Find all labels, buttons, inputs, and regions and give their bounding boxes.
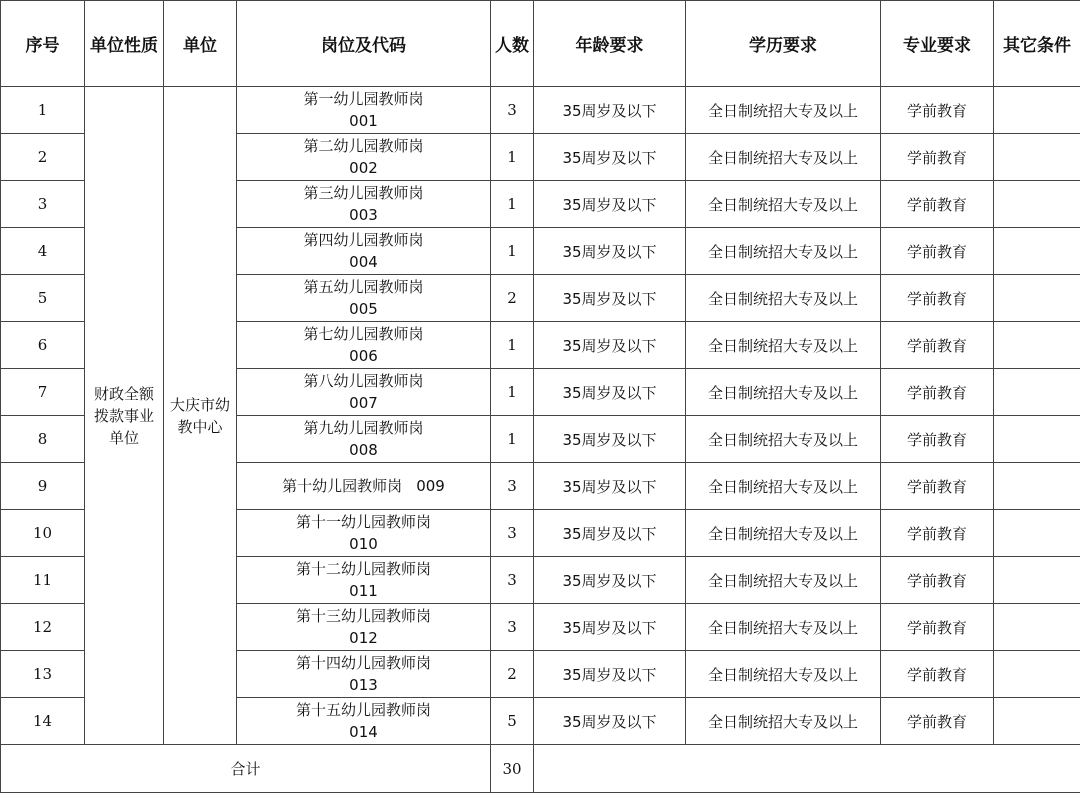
cell-education: 全日制统招大专及以上 [686, 228, 881, 275]
cell-position [237, 134, 491, 181]
total-row [1, 745, 1080, 793]
position-code: 003 [349, 206, 378, 224]
cell-age: 35周岁及以下 [534, 698, 686, 745]
position-name: 第四幼儿园教师岗 [303, 231, 424, 249]
cell-education: 全日制统招大专及以上 [686, 416, 881, 463]
cell-major: 学前教育 [881, 87, 994, 134]
cell-position [237, 557, 491, 604]
position-name: 第十一幼儿园教师岗 [295, 513, 431, 531]
total-count: 30 [491, 745, 534, 793]
cell-major: 学前教育 [881, 604, 994, 651]
cell-position [237, 698, 491, 745]
cell-other [994, 134, 1080, 181]
cell-seq: 11 [1, 557, 85, 604]
cell-seq: 12 [1, 604, 85, 651]
position-code: 005 [349, 300, 378, 318]
cell-count: 1 [491, 134, 534, 181]
position-name: 第三幼儿园教师岗 [303, 184, 424, 202]
cell-age: 35周岁及以下 [534, 557, 686, 604]
cell-seq: 1 [1, 87, 85, 134]
position-name: 第一幼儿园教师岗 [303, 90, 424, 108]
header-unit: 单位 [164, 1, 237, 87]
header-other: 其它条件 [994, 1, 1080, 87]
cell-major: 学前教育 [881, 275, 994, 322]
position-name: 第九幼儿园教师岗 [303, 419, 424, 437]
cell-education: 全日制统招大专及以上 [686, 369, 881, 416]
cell-age: 35周岁及以下 [534, 87, 686, 134]
total-empty [534, 745, 1080, 793]
header-seq: 序号 [1, 1, 85, 87]
cell-count: 3 [491, 557, 534, 604]
cell-count: 1 [491, 416, 534, 463]
cell-seq: 6 [1, 322, 85, 369]
cell-education: 全日制统招大专及以上 [686, 181, 881, 228]
cell-education: 全日制统招大专及以上 [686, 698, 881, 745]
position-name: 第二幼儿园教师岗 [303, 137, 424, 155]
cell-other [994, 181, 1080, 228]
cell-age: 35周岁及以下 [534, 134, 686, 181]
cell-position [237, 416, 491, 463]
cell-count: 1 [491, 181, 534, 228]
cell-unit: 大庆市幼教中心 [164, 87, 237, 745]
cell-age: 35周岁及以下 [534, 604, 686, 651]
position-name: 第十三幼儿园教师岗 [295, 607, 431, 625]
cell-other [994, 275, 1080, 322]
cell-major: 学前教育 [881, 557, 994, 604]
cell-other [994, 322, 1080, 369]
cell-age: 35周岁及以下 [534, 275, 686, 322]
cell-age: 35周岁及以下 [534, 228, 686, 275]
cell-other [994, 228, 1080, 275]
cell-other [994, 698, 1080, 745]
cell-count: 3 [491, 510, 534, 557]
position-name: 第十二幼儿园教师岗 [295, 560, 431, 578]
position-name: 第十幼儿园教师岗 [282, 477, 403, 495]
header-row [1, 1, 1080, 87]
position-name: 第五幼儿园教师岗 [303, 278, 424, 296]
cell-age: 35周岁及以下 [534, 510, 686, 557]
position-code: 001 [349, 112, 378, 130]
cell-age: 35周岁及以下 [534, 369, 686, 416]
table-body [1, 87, 1080, 745]
cell-count: 2 [491, 275, 534, 322]
position-code: 002 [349, 159, 378, 177]
cell-seq: 7 [1, 369, 85, 416]
header-unit-nature: 单位性质 [85, 1, 164, 87]
cell-seq: 3 [1, 181, 85, 228]
cell-position [237, 604, 491, 651]
cell-major: 学前教育 [881, 134, 994, 181]
header-education: 学历要求 [686, 1, 881, 87]
cell-other [994, 557, 1080, 604]
cell-count: 3 [491, 87, 534, 134]
cell-position [237, 87, 491, 134]
cell-seq: 4 [1, 228, 85, 275]
cell-major: 学前教育 [881, 651, 994, 698]
cell-other [994, 463, 1080, 510]
cell-age: 35周岁及以下 [534, 416, 686, 463]
cell-education: 全日制统招大专及以上 [686, 134, 881, 181]
cell-position [237, 369, 491, 416]
position-code: 014 [349, 723, 378, 741]
cell-education: 全日制统招大专及以上 [686, 604, 881, 651]
cell-other [994, 87, 1080, 134]
position-code: 008 [349, 441, 378, 459]
cell-position [237, 275, 491, 322]
cell-count: 1 [491, 322, 534, 369]
cell-major: 学前教育 [881, 228, 994, 275]
cell-education: 全日制统招大专及以上 [686, 557, 881, 604]
position-name: 第十四幼儿园教师岗 [295, 654, 431, 672]
cell-position [237, 510, 491, 557]
cell-major: 学前教育 [881, 416, 994, 463]
cell-other [994, 416, 1080, 463]
cell-seq: 10 [1, 510, 85, 557]
cell-major: 学前教育 [881, 510, 994, 557]
cell-major: 学前教育 [881, 181, 994, 228]
cell-age: 35周岁及以下 [534, 463, 686, 510]
cell-count: 3 [491, 604, 534, 651]
cell-unit-nature: 财政全额拨款事业单位 [85, 87, 164, 745]
position-name: 第十五幼儿园教师岗 [295, 701, 431, 719]
cell-position [237, 228, 491, 275]
cell-seq: 14 [1, 698, 85, 745]
cell-age: 35周岁及以下 [534, 322, 686, 369]
cell-count: 3 [491, 463, 534, 510]
cell-count: 2 [491, 651, 534, 698]
header-count: 人数 [491, 1, 534, 87]
position-code: 006 [349, 347, 378, 365]
cell-education: 全日制统招大专及以上 [686, 322, 881, 369]
cell-education: 全日制统招大专及以上 [686, 275, 881, 322]
header-position: 岗位及代码 [237, 1, 491, 87]
cell-education: 全日制统招大专及以上 [686, 463, 881, 510]
cell-position [237, 463, 491, 510]
cell-other [994, 651, 1080, 698]
cell-position [237, 322, 491, 369]
cell-seq: 5 [1, 275, 85, 322]
cell-seq: 13 [1, 651, 85, 698]
cell-seq: 2 [1, 134, 85, 181]
position-code: 012 [349, 629, 378, 647]
cell-age: 35周岁及以下 [534, 651, 686, 698]
cell-other [994, 369, 1080, 416]
total-label: 合计 [1, 745, 491, 793]
cell-major: 学前教育 [881, 369, 994, 416]
table-row [1, 87, 1080, 134]
cell-position [237, 181, 491, 228]
cell-seq: 9 [1, 463, 85, 510]
cell-position [237, 651, 491, 698]
header-age: 年龄要求 [534, 1, 686, 87]
cell-seq: 8 [1, 416, 85, 463]
cell-major: 学前教育 [881, 463, 994, 510]
position-code: 010 [349, 535, 378, 553]
position-code: 009 [416, 477, 445, 495]
position-name: 第八幼儿园教师岗 [303, 372, 424, 390]
cell-education: 全日制统招大专及以上 [686, 87, 881, 134]
cell-other [994, 510, 1080, 557]
cell-major: 学前教育 [881, 698, 994, 745]
cell-major: 学前教育 [881, 322, 994, 369]
cell-count: 1 [491, 228, 534, 275]
position-code: 011 [349, 582, 378, 600]
cell-count: 1 [491, 369, 534, 416]
header-major: 专业要求 [881, 1, 994, 87]
cell-education: 全日制统招大专及以上 [686, 510, 881, 557]
cell-other [994, 604, 1080, 651]
position-code: 007 [349, 394, 378, 412]
position-code: 013 [349, 676, 378, 694]
cell-education: 全日制统招大专及以上 [686, 651, 881, 698]
cell-count: 5 [491, 698, 534, 745]
cell-age: 35周岁及以下 [534, 181, 686, 228]
position-code: 004 [349, 253, 378, 271]
position-name: 第七幼儿园教师岗 [303, 325, 424, 343]
